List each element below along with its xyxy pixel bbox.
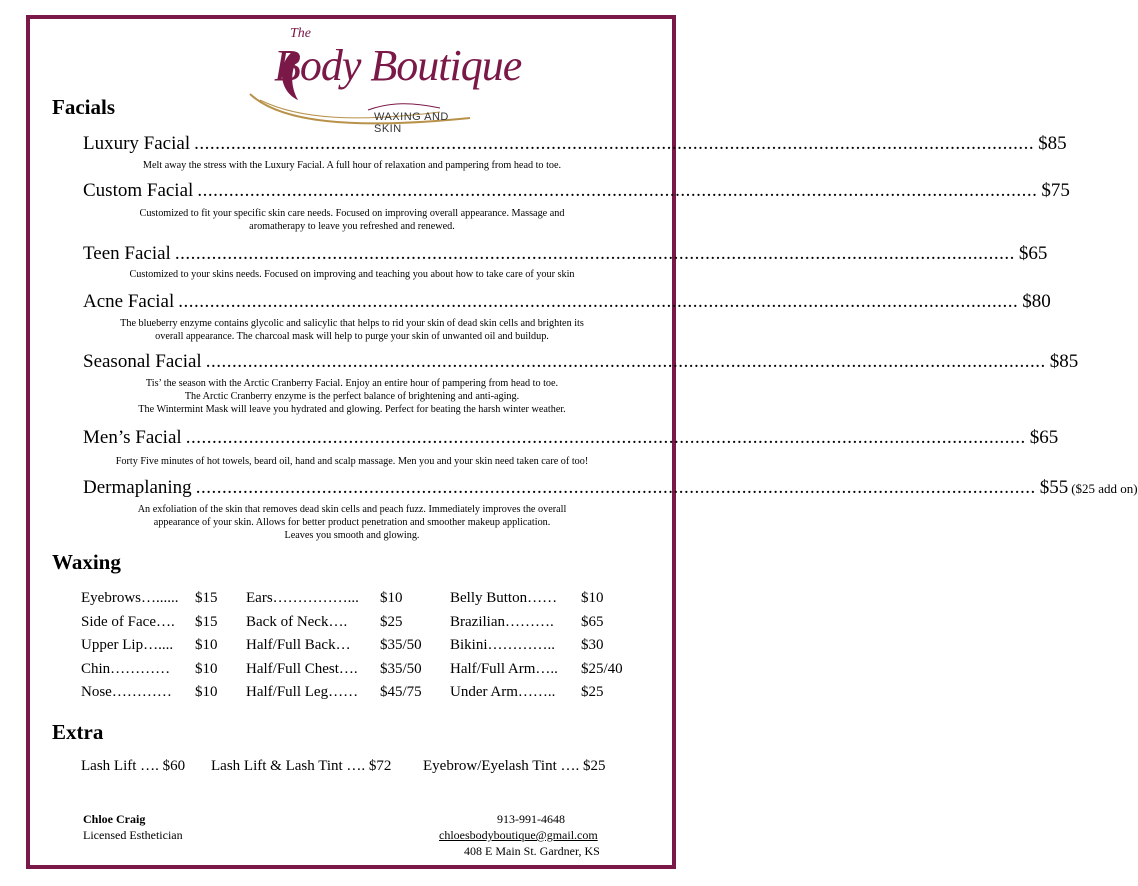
waxing-item-price: $45/75 xyxy=(380,684,422,700)
waxing-item-price: $25 xyxy=(581,684,604,700)
facial-name: Acne Facial xyxy=(83,291,175,312)
waxing-item-price: $65 xyxy=(581,614,604,630)
waxing-item-name: Nose………… xyxy=(81,684,172,700)
facial-name: Men’s Facial xyxy=(83,427,182,448)
waxing-item-name: Brazilian………. xyxy=(450,614,554,630)
logo-tagline: WAXING AND SKIN xyxy=(374,111,449,135)
footer-address: 408 E Main St. Gardner, KS xyxy=(464,844,600,858)
waxing-item-price: $35/50 xyxy=(380,661,422,677)
waxing-item-name: Under Arm…….. xyxy=(450,684,556,700)
waxing-item-name: Bikini………….. xyxy=(450,637,556,653)
waxing-item-name: Half/Full Chest…. xyxy=(246,661,358,677)
facial-price: $85 xyxy=(1049,351,1079,372)
facial-price: $55 xyxy=(1039,477,1069,498)
waxing-item-price: $10 xyxy=(581,590,604,606)
waxing-item-name: Half/Full Back… xyxy=(246,637,351,653)
facial-row xyxy=(83,133,1067,155)
logo-brand-name: Body Boutique xyxy=(274,41,522,90)
facial-row xyxy=(83,291,1051,313)
waxing-item-name: Side of Face…. xyxy=(81,614,175,630)
waxing-item-name: Upper Lip….... xyxy=(81,637,174,653)
description-line: Customized to fit your specific skin care needs. Focused on improving overall appearance. Massage and xyxy=(139,208,565,219)
waxing-item-name: Ears……………... xyxy=(246,590,359,606)
dot-leader: ................................................................................................................................................................ xyxy=(194,133,1035,154)
description-line: The Wintermint Mask will leave you hydrated and glowing. Perfect for beating the harsh winter weather. xyxy=(138,404,566,415)
waxing-item-price: $15 xyxy=(195,614,218,630)
dot-leader: ................................................................................................................................................................ xyxy=(185,427,1026,448)
footer-name: Chloe Craig xyxy=(83,812,146,826)
facial-price: $85 xyxy=(1038,133,1067,154)
waxing-item-name: Chin………… xyxy=(81,661,171,677)
facial-row xyxy=(83,351,1079,373)
footer-phone: 913-991-4648 xyxy=(497,812,565,826)
description-line: Melt away the stress with the Luxury Facial. A full hour of relaxation and pampering from head to toe. xyxy=(142,160,562,171)
dot-leader: ................................................................................................................................................................ xyxy=(205,351,1046,372)
waxing-item-price: $10 xyxy=(380,590,403,606)
facials-heading: Facials xyxy=(52,95,115,119)
brand-logo xyxy=(240,22,522,135)
waxing-item-price: $25/40 xyxy=(581,661,623,677)
description-line: aromatherapy to leave you refreshed and renewed. xyxy=(249,221,455,232)
description-line: Tis’ the season with the Arctic Cranberry Facial. Enjoy an entire hour of pampering from head to toe. xyxy=(145,378,559,389)
facial-description xyxy=(82,159,622,172)
extra-item-lash-lift-tint: Lash Lift & Lash Tint …. $72 xyxy=(211,758,392,774)
waxing-item-name: Half/Full Leg…… xyxy=(246,684,359,700)
extra-item-eyebrow-eyelash-tint: Eyebrow/Eyelash Tint …. $25 xyxy=(423,758,606,774)
dot-leader: ................................................................................................................................................................ xyxy=(178,291,1019,312)
dot-leader: ................................................................................................................................................................ xyxy=(195,477,1036,498)
facial-price: $75 xyxy=(1041,180,1070,201)
waxing-item-name: Belly Button…… xyxy=(450,590,558,606)
facial-price: $65 xyxy=(1029,427,1059,448)
footer-title: Licensed Esthetician xyxy=(83,828,183,842)
facial-description xyxy=(82,503,622,542)
description-line: overall appearance. The charcoal mask will help to purge your skin of unwanted oil and buildup. xyxy=(155,331,549,342)
description-line: Leaves you smooth and glowing. xyxy=(284,530,420,541)
description-line: The Arctic Cranberry enzyme is the perfect balance of brightening and anti-aging. xyxy=(184,391,520,402)
facial-description xyxy=(82,207,622,233)
waxing-item-price: $10 xyxy=(195,661,218,677)
description-line: The blueberry enzyme contains glycolic and salicylic that helps to rid your skin of dead skin cells and brighten its xyxy=(120,318,584,329)
facial-name: Dermaplaning xyxy=(83,477,192,498)
waxing-item-price: $10 xyxy=(195,684,218,700)
waxing-heading: Waxing xyxy=(52,550,121,574)
waxing-item-price: $10 xyxy=(195,637,218,653)
dot-leader: ................................................................................................................................................................ xyxy=(174,243,1015,264)
facial-price: $80 xyxy=(1022,291,1051,312)
description-line: An exfoliation of the skin that removes dead skin cells and peach fuzz. Immediately improves the overall xyxy=(137,504,567,515)
facial-price: $65 xyxy=(1018,243,1048,264)
facial-row xyxy=(83,243,1048,265)
facial-price-note: ($25 add on) xyxy=(1071,481,1138,496)
facial-row xyxy=(83,427,1059,449)
waxing-item-name: Half/Full Arm….. xyxy=(450,661,558,677)
facial-description xyxy=(82,268,622,281)
facial-row xyxy=(83,477,1138,499)
footer-email-link[interactable]: chloesbodyboutique@gmail.com xyxy=(439,828,598,842)
facial-name: Luxury Facial xyxy=(83,133,191,154)
waxing-item-price: $15 xyxy=(195,590,218,606)
description-line: Customized to your skins needs. Focused on improving and teaching you about how to take care of your skin xyxy=(129,269,575,280)
facial-description xyxy=(82,377,622,416)
waxing-item-name: Back of Neck…. xyxy=(246,614,348,630)
description-line: appearance of your skin. Allows for better product penetration and smoother makeup application. xyxy=(153,517,551,528)
facial-description xyxy=(82,455,622,468)
facial-name: Custom Facial xyxy=(83,180,194,201)
extra-heading: Extra xyxy=(52,720,104,744)
facial-name: Teen Facial xyxy=(83,243,171,264)
extra-item-lash-lift: Lash Lift …. $60 xyxy=(81,758,186,774)
waxing-item-price: $35/50 xyxy=(380,637,422,653)
facial-name: Seasonal Facial xyxy=(83,351,202,372)
facial-description xyxy=(82,317,622,343)
waxing-item-price: $25 xyxy=(380,614,403,630)
description-line: Forty Five minutes of hot towels, beard oil, hand and scalp massage. Men you and your skin need taken care of too! xyxy=(115,456,589,467)
facial-row xyxy=(83,180,1070,202)
waxing-item-price: $30 xyxy=(581,637,604,653)
waxing-item-name: Eyebrows…...... xyxy=(81,590,179,606)
logo-the: The xyxy=(290,26,311,41)
dot-leader: ................................................................................................................................................................ xyxy=(197,180,1038,201)
